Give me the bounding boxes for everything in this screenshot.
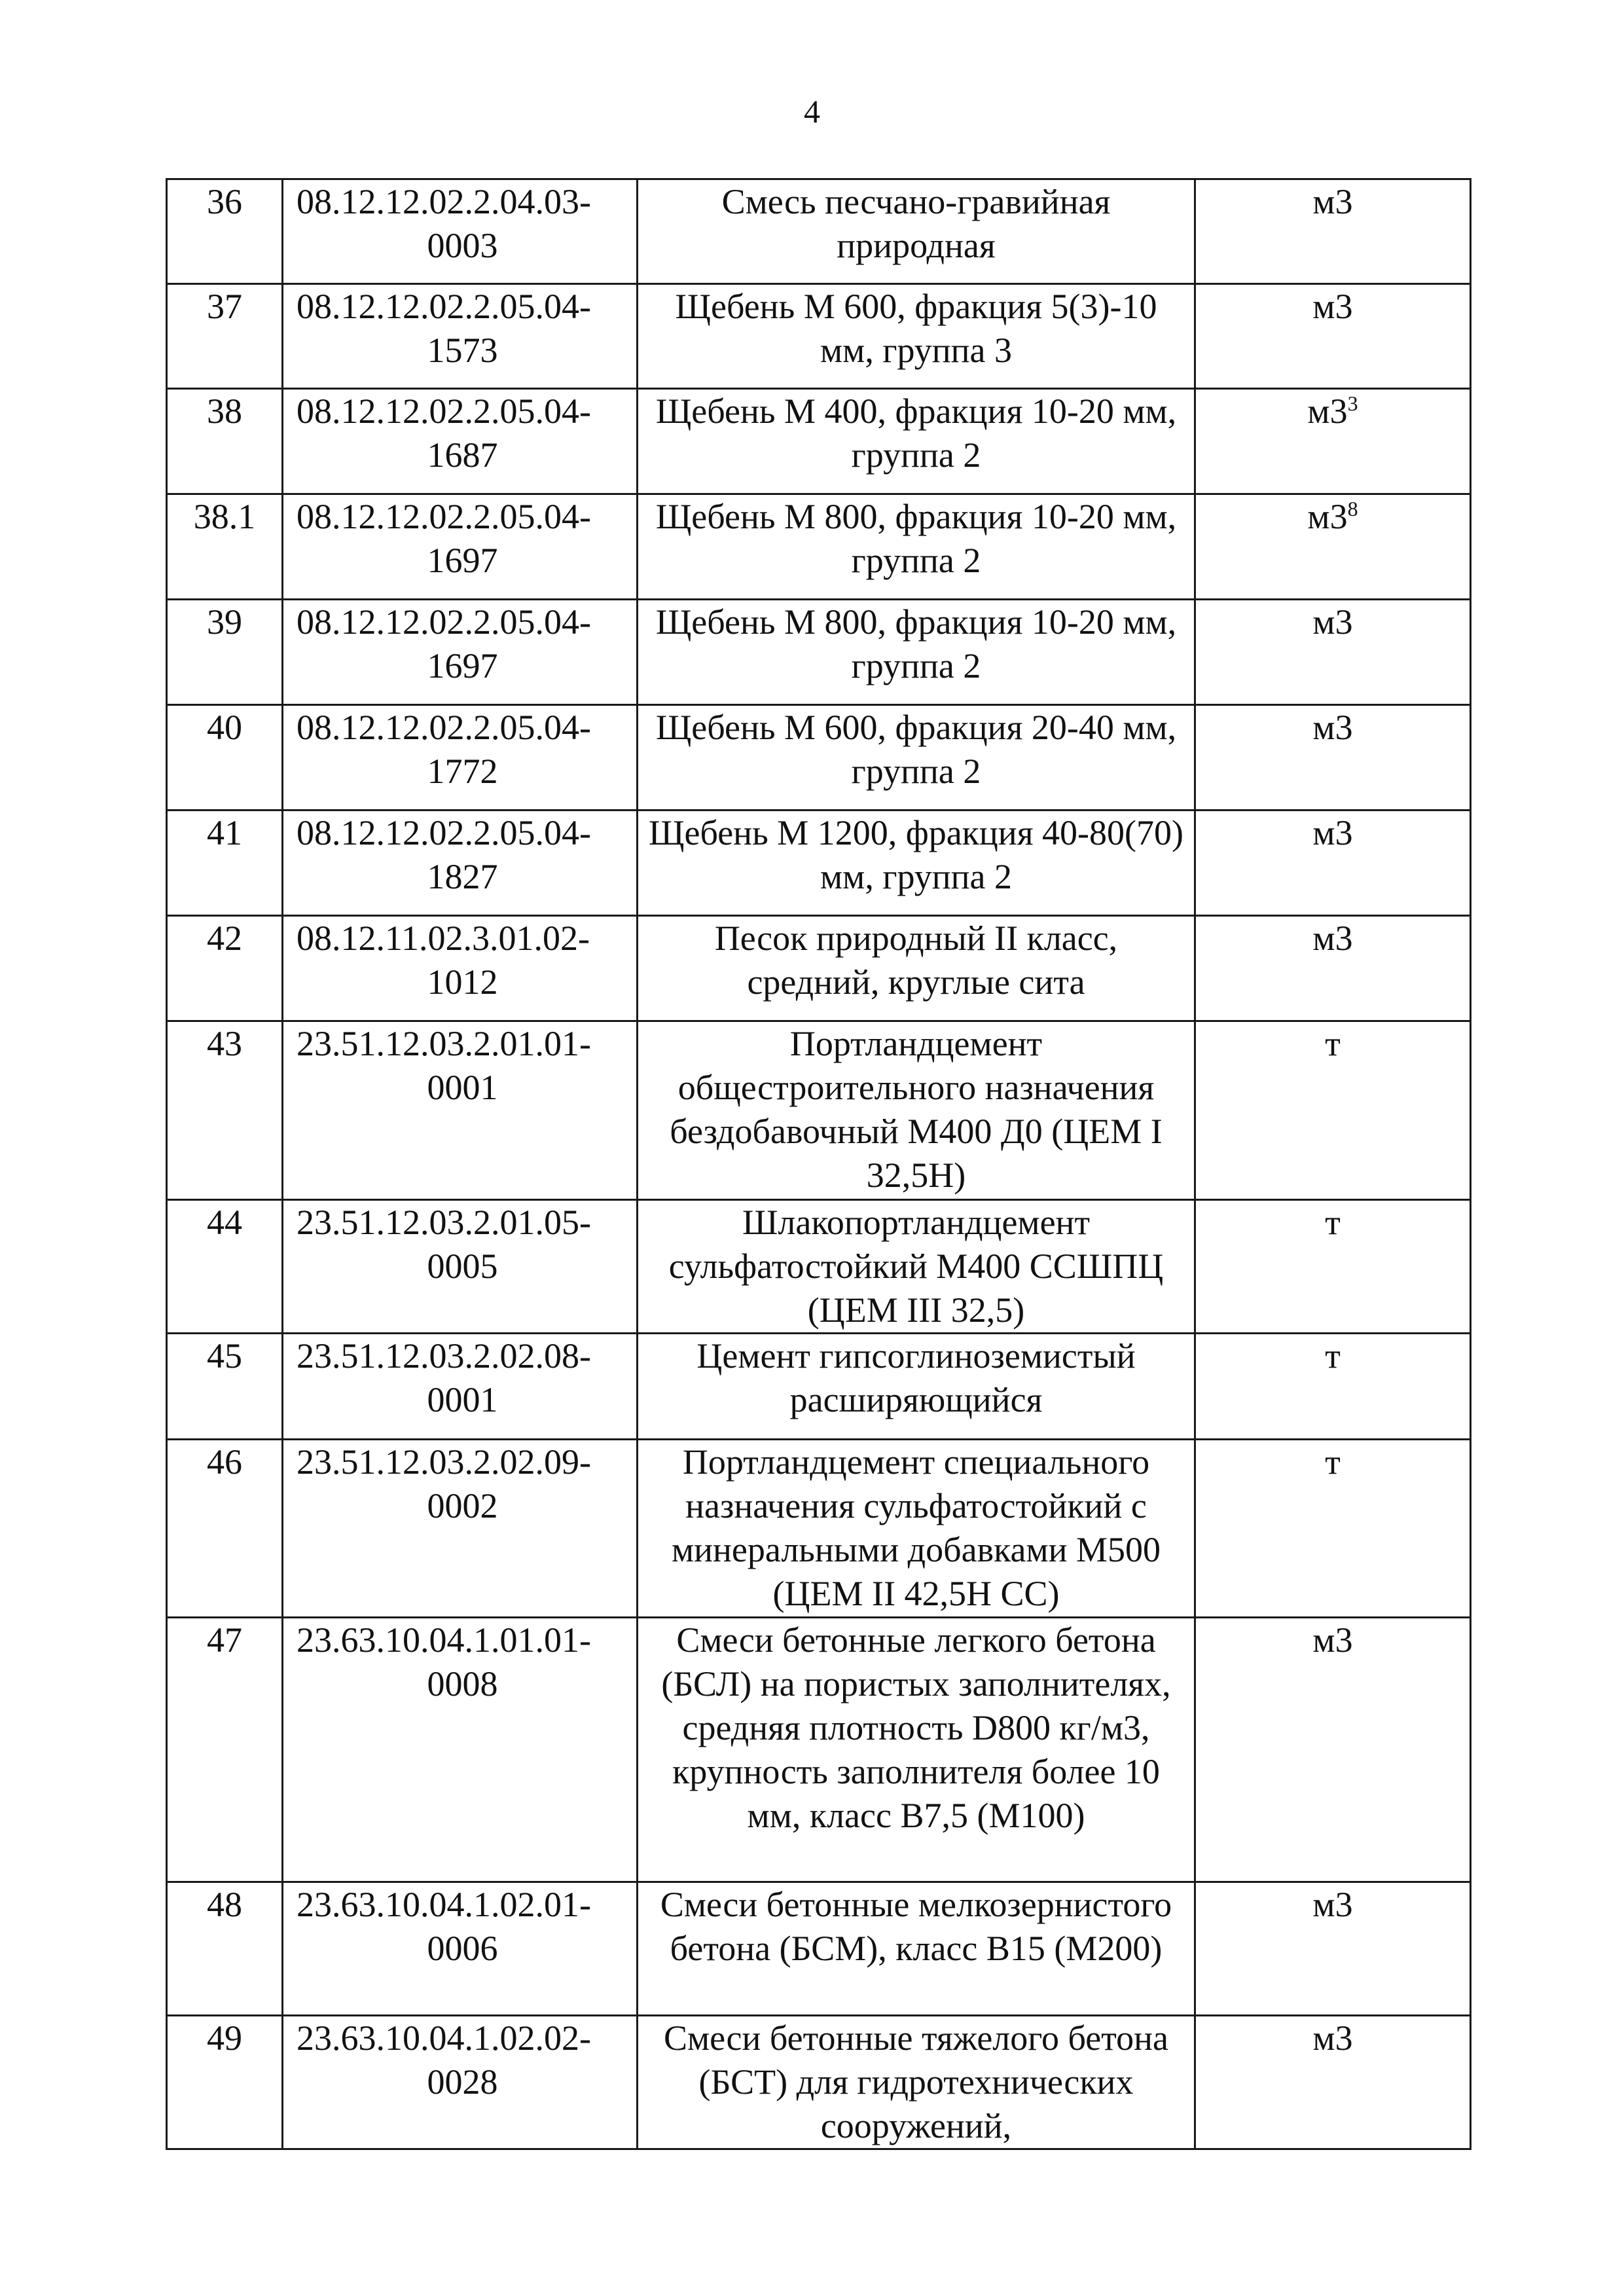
table-row [167, 811, 1471, 916]
resource-code-part2: 1687 [427, 435, 498, 475]
resource-name: Смесь песчано-гравийная природная [638, 179, 1195, 284]
resource-code-part1: 08.12.12.02.2.05.04- [297, 708, 591, 747]
table-row [167, 494, 1471, 600]
resource-code [283, 179, 638, 284]
unit-cell [1195, 1200, 1471, 1334]
table-row [167, 1334, 1471, 1440]
resource-code-part1: 08.12.12.02.2.04.03- [297, 182, 591, 221]
resource-code [283, 284, 638, 389]
materials-table [166, 178, 1471, 2150]
row-number: 36 [167, 179, 283, 284]
resource-code-part1: 23.51.12.03.2.01.01- [297, 1024, 591, 1063]
row-number: 46 [167, 1440, 283, 1618]
resource-code-part2: 0006 [427, 1929, 498, 1968]
unit-of-measure: т [1325, 1024, 1341, 1063]
row-number: 48 [167, 1882, 283, 2016]
table-row [167, 284, 1471, 389]
resource-code-part1: 08.12.12.02.2.05.04- [297, 392, 591, 431]
unit-cell [1195, 1882, 1471, 2016]
unit-of-measure: м3 [1312, 708, 1353, 747]
unit-of-measure: м3 [1312, 287, 1353, 326]
unit-cell [1195, 179, 1471, 284]
resource-code [283, 1200, 638, 1334]
resource-name: Цемент гипсоглиноземистый расширяющийся [638, 1334, 1195, 1440]
resource-name: Смеси бетонные легкого бетона (БСЛ) на пористых заполнителях, средняя плотность D800 кг/м3, крупность заполнителя более 10 мм, класс В7,5 (М100) [638, 1618, 1195, 1882]
resource-code [283, 916, 638, 1021]
row-number: 47 [167, 1618, 283, 1882]
table-row [167, 1882, 1471, 2016]
unit-of-measure: м3 [1307, 392, 1348, 431]
unit-cell [1195, 2016, 1471, 2149]
row-number: 38 [167, 389, 283, 494]
resource-code [283, 2016, 638, 2149]
resource-code-part2: 1012 [427, 962, 498, 1002]
resource-code [283, 1618, 638, 1882]
resource-code-part2: 1697 [427, 541, 498, 580]
resource-name: Портландцемент специального назначения сульфатостойкий с минеральными добавками М500 (ЦЕМ II 42,5Н СС) [638, 1440, 1195, 1618]
row-number: 49 [167, 2016, 283, 2149]
resource-name: Щебень М 800, фракция 10-20 мм, группа 2 [638, 600, 1195, 705]
unit-of-measure: м3 [1312, 182, 1353, 221]
row-number: 37 [167, 284, 283, 389]
resource-code-part1: 23.51.12.03.2.02.08- [297, 1336, 591, 1376]
row-number: 40 [167, 705, 283, 811]
resource-code-part2: 0003 [427, 226, 498, 265]
resource-code [283, 1021, 638, 1200]
unit-of-measure: м3 [1312, 813, 1353, 852]
unit-cell [1195, 705, 1471, 811]
resource-code [283, 1882, 638, 2016]
table-row [167, 916, 1471, 1021]
unit-of-measure: т [1325, 1336, 1341, 1376]
table-row [167, 1440, 1471, 1618]
resource-name: Шлакопортландцемент сульфатостойкий М400 ССШПЦ (ЦЕМ III 32,5) [638, 1200, 1195, 1334]
resource-code-part1: 08.12.12.02.2.05.04- [297, 287, 591, 326]
table-row [167, 1618, 1471, 1882]
resource-name: Щебень М 400, фракция 10-20 мм, группа 2 [638, 389, 1195, 494]
resource-code [283, 705, 638, 811]
unit-cell [1195, 600, 1471, 705]
resource-name: Портландцемент общестроительного назначения бездобавочный М400 Д0 (ЦЕМ I 32,5Н) [638, 1021, 1195, 1200]
unit-cell [1195, 916, 1471, 1021]
resource-code-part2: 0001 [427, 1068, 498, 1107]
resource-name: Щебень М 600, фракция 5(3)-10 мм, группа 3 [638, 284, 1195, 389]
table-row [167, 1021, 1471, 1200]
resource-code-part2: 0002 [427, 1486, 498, 1525]
resource-code-part2: 0028 [427, 2062, 498, 2102]
table-row [167, 600, 1471, 705]
unit-of-measure: м3 [1312, 919, 1353, 958]
unit-cell [1195, 1021, 1471, 1200]
resource-code-part1: 23.51.12.03.2.01.05- [297, 1203, 591, 1242]
unit-cell [1195, 284, 1471, 389]
resource-code-part2: 0008 [427, 1664, 498, 1704]
resource-code [283, 389, 638, 494]
table-row [167, 179, 1471, 284]
unit-of-measure: м3 [1307, 497, 1348, 536]
resource-name: Песок природный II класс, средний, круглые сита [638, 916, 1195, 1021]
materials-table-body [167, 179, 1471, 2149]
row-number: 43 [167, 1021, 283, 1200]
resource-name: Щебень М 1200, фракция 40-80(70) мм, группа 2 [638, 811, 1195, 916]
resource-code-part1: 08.12.12.02.2.05.04- [297, 602, 591, 642]
table-row [167, 1200, 1471, 1334]
unit-of-measure: м3 [1312, 602, 1353, 642]
unit-of-measure: т [1325, 1442, 1341, 1482]
unit-cell [1195, 811, 1471, 916]
resource-code-part2: 1772 [427, 752, 498, 791]
resource-code-part1: 08.12.12.02.2.05.04- [297, 813, 591, 852]
resource-code-part1: 08.12.11.02.3.01.02- [297, 919, 590, 958]
resource-code [283, 1440, 638, 1618]
row-number: 42 [167, 916, 283, 1021]
page-number: 4 [804, 93, 820, 130]
unit-cell [1195, 389, 1471, 494]
resource-code-part2: 1573 [427, 331, 498, 370]
footnote-marker: 3 [1347, 392, 1358, 415]
resource-name: Смеси бетонные мелкозернистого бетона (БСМ), класс В15 (М200) [638, 1882, 1195, 2016]
resource-code-part2: 1827 [427, 857, 498, 896]
resource-code-part2: 1697 [427, 646, 498, 685]
unit-cell [1195, 1334, 1471, 1440]
unit-cell [1195, 494, 1471, 600]
row-number: 45 [167, 1334, 283, 1440]
unit-of-measure: м3 [1312, 1620, 1353, 1660]
resource-code-part2: 0001 [427, 1380, 498, 1419]
unit-cell [1195, 1440, 1471, 1618]
table-row [167, 2016, 1471, 2149]
row-number: 41 [167, 811, 283, 916]
resource-code-part1: 23.63.10.04.1.02.02- [297, 2018, 591, 2058]
table-row [167, 389, 1471, 494]
resource-code-part1: 08.12.12.02.2.05.04- [297, 497, 591, 536]
unit-cell [1195, 1618, 1471, 1882]
resource-code [283, 1334, 638, 1440]
resource-code-part2: 0005 [427, 1247, 498, 1286]
resource-code [283, 494, 638, 600]
resource-code [283, 811, 638, 916]
resource-code [283, 600, 638, 705]
unit-of-measure: м3 [1312, 2018, 1353, 2058]
row-number: 44 [167, 1200, 283, 1334]
resource-code-part1: 23.63.10.04.1.01.01- [297, 1620, 591, 1660]
unit-of-measure: т [1325, 1203, 1341, 1242]
resource-name: Щебень М 800, фракция 10-20 мм, группа 2 [638, 494, 1195, 600]
resource-name: Щебень М 600, фракция 20-40 мм, группа 2 [638, 705, 1195, 811]
row-number: 39 [167, 600, 283, 705]
resource-code-part1: 23.63.10.04.1.02.01- [297, 1885, 591, 1924]
table-row [167, 705, 1471, 811]
footnote-marker: 8 [1347, 497, 1358, 520]
resource-code-part1: 23.51.12.03.2.02.09- [297, 1442, 591, 1482]
row-number: 38.1 [167, 494, 283, 600]
resource-name: Смеси бетонные тяжелого бетона (БСТ) для гидротехнических сооружений, [638, 2016, 1195, 2149]
unit-of-measure: м3 [1312, 1885, 1353, 1924]
